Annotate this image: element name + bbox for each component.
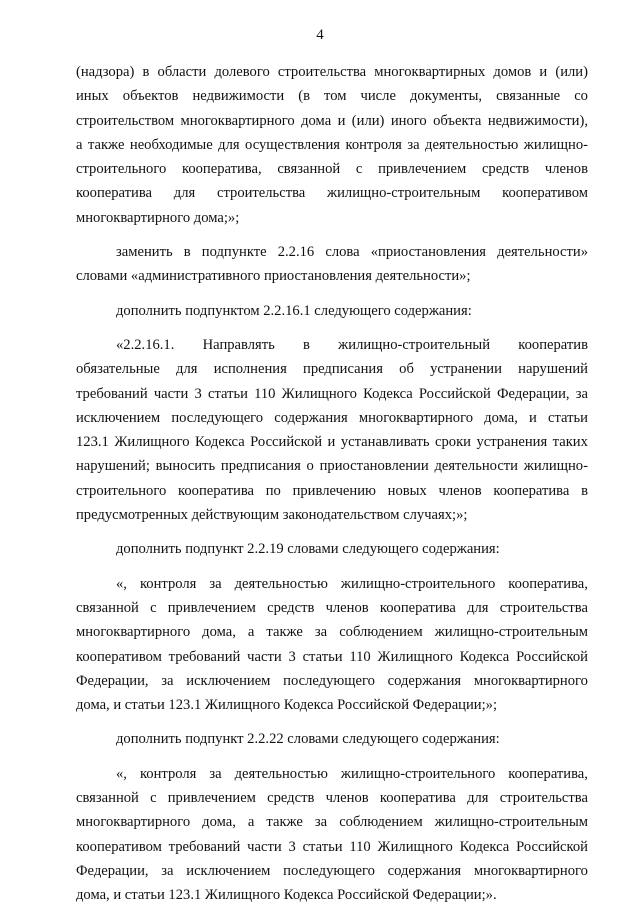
word: «,	[116, 765, 127, 782]
word: строительства	[499, 599, 588, 616]
word: 3	[288, 838, 296, 855]
word: «приостановления	[370, 244, 487, 261]
word: (или)	[555, 64, 588, 80]
word: за	[161, 862, 174, 879]
word: за	[161, 672, 174, 689]
word: 2.2.16	[277, 244, 315, 261]
word: дома,	[202, 814, 236, 831]
word: «,	[116, 575, 127, 592]
text-line	[76, 333, 588, 357]
word: долевого	[214, 64, 270, 80]
word: Кодекса	[459, 838, 510, 855]
word: предписания	[220, 458, 301, 475]
word: также	[266, 814, 303, 831]
paragraph	[76, 727, 588, 751]
text-line	[76, 859, 588, 883]
paragraph-spacer	[76, 562, 588, 572]
word: требований	[76, 385, 148, 402]
word: и	[337, 112, 346, 129]
word: а	[76, 136, 83, 153]
text-line: многоквартирного дома;»;	[76, 209, 240, 226]
word: жилищно-	[523, 136, 588, 153]
word: слова	[325, 244, 360, 261]
word: (или)	[351, 112, 385, 129]
word: привлечением	[167, 790, 256, 807]
word: выносить	[155, 458, 216, 475]
word: для	[467, 599, 489, 616]
word: последующего	[283, 672, 375, 689]
word: и	[539, 64, 548, 80]
word: контроля	[139, 765, 197, 782]
word: многоквартирного	[358, 409, 474, 426]
word: членов	[544, 161, 588, 178]
word: документы,	[409, 88, 483, 105]
word: строительства	[499, 790, 588, 807]
text-line	[76, 596, 588, 620]
word: многоквартирного	[180, 112, 295, 129]
word: по	[265, 482, 281, 499]
text-line	[76, 479, 588, 503]
text-line	[76, 240, 588, 264]
text-line: дома, и статьи 123.1 Жилищного Кодекса Российской Федерации;»;	[76, 697, 498, 714]
word: за	[314, 624, 328, 641]
paragraph	[76, 762, 588, 908]
word: части	[247, 838, 282, 855]
word: за	[314, 814, 328, 831]
word: (в	[298, 88, 310, 105]
word: домов	[493, 64, 532, 80]
word: недвижимости	[192, 88, 285, 105]
word: Жилищного	[281, 385, 357, 402]
paragraph	[76, 60, 588, 230]
word: связанной	[277, 161, 341, 178]
word: связанной	[76, 790, 139, 807]
text-line	[76, 669, 588, 693]
word: 123.1	[76, 434, 109, 451]
word: содержания	[387, 862, 462, 879]
text-line: дополнить подпункт 2.2.19 словами следующего содержания:	[116, 541, 500, 558]
word: жилищно-строительным	[434, 624, 588, 641]
text-line	[76, 181, 588, 205]
paragraph-spacer	[76, 527, 588, 537]
word: в	[183, 244, 191, 261]
word: Федерации,	[76, 672, 149, 689]
word: заменить	[116, 244, 173, 261]
word: нарушений;	[76, 458, 150, 475]
word: кооператива	[379, 790, 456, 807]
word: Российской	[516, 648, 588, 665]
word: строительного	[76, 482, 167, 499]
word: Российской	[250, 434, 323, 451]
word: в	[581, 482, 588, 499]
word: кооператива,	[181, 161, 262, 178]
word: многоквартирного	[473, 672, 588, 689]
word: статьи	[302, 838, 343, 855]
text-line: дополнить подпункт 2.2.22 словами следующего содержания:	[116, 731, 500, 748]
word: (надзора)	[76, 64, 135, 80]
word: также	[266, 624, 303, 641]
text-line	[76, 84, 588, 108]
word: за	[575, 385, 588, 402]
word: иного	[390, 112, 427, 129]
word: том	[324, 88, 347, 105]
word: Кодекса	[195, 434, 245, 451]
word: статьи	[207, 385, 248, 402]
word: привлечением	[378, 161, 467, 178]
word: соблюдением	[339, 624, 423, 641]
word: с	[355, 161, 363, 178]
text-line	[76, 60, 588, 84]
word: за	[209, 765, 222, 782]
text-line	[76, 406, 588, 430]
word: кооператива	[493, 482, 570, 499]
word: новых	[387, 482, 427, 499]
text-line	[76, 357, 588, 381]
word: членов	[325, 790, 369, 807]
word: для	[176, 361, 198, 378]
word: за	[209, 575, 222, 592]
word: содержания	[387, 672, 462, 689]
paragraph	[76, 537, 588, 561]
word: последующего	[283, 862, 375, 879]
word: Направлять	[202, 336, 275, 353]
word: кооператива,	[508, 575, 588, 592]
word: кооператива	[379, 599, 456, 616]
word: Жилищного	[114, 434, 190, 451]
word: деятельности	[434, 458, 518, 475]
text-line: словами «административного приостановления деятельности»;	[76, 268, 471, 285]
word: таких	[552, 434, 588, 451]
word: в	[303, 336, 310, 353]
word: Федерации,	[76, 862, 149, 879]
word: исключением	[186, 862, 271, 879]
word: деятельности»	[497, 244, 588, 261]
word: Жилищного	[377, 648, 453, 665]
word: числе	[360, 88, 396, 105]
word: дома,	[202, 624, 236, 641]
paragraph	[76, 572, 588, 718]
paragraph-spacer	[76, 323, 588, 333]
word: а	[247, 814, 255, 831]
word: статьи	[548, 409, 588, 426]
word: жилищно-строительным	[327, 185, 481, 202]
word: деятельностью	[234, 575, 328, 592]
word: многоквартирных	[374, 64, 486, 80]
word: 110	[349, 838, 371, 855]
word: исключением	[76, 409, 161, 426]
text-line	[76, 133, 588, 157]
word: связанной	[76, 599, 139, 616]
word: Кодекса	[459, 648, 510, 665]
text-line	[76, 382, 588, 406]
word: и	[327, 434, 336, 451]
word: об	[399, 361, 414, 378]
word: кооператива	[76, 185, 152, 202]
word: строительного	[76, 161, 167, 178]
word: последующего	[171, 409, 264, 426]
word: требований	[168, 648, 241, 665]
word: статьи	[302, 648, 343, 665]
word: многоквартирного	[76, 624, 191, 641]
text-line	[76, 572, 588, 596]
word: исполнения	[213, 361, 287, 378]
text-line: дома, и статьи 123.1 Жилищного Кодекса Российской Федерации;».	[76, 887, 497, 904]
text-line: дополнить подпунктом 2.2.16.1 следующего содержания:	[116, 302, 472, 319]
word: 110	[254, 385, 276, 402]
word: жилищно-строительного	[340, 575, 496, 592]
word: Федерации,	[497, 385, 570, 402]
text-line	[76, 810, 588, 834]
word: привлечением	[167, 599, 256, 616]
text-line	[76, 157, 588, 181]
word: 110	[349, 648, 371, 665]
word: а	[247, 624, 255, 641]
document-body	[76, 60, 588, 908]
word: осуществления	[245, 136, 341, 153]
paragraph	[76, 299, 588, 323]
word: для	[218, 136, 240, 153]
paragraph	[76, 333, 588, 527]
word: иных	[76, 88, 109, 105]
word: кооператив	[518, 336, 588, 353]
text-line: предусмотренных действующим законодательством случаях;»;	[76, 507, 468, 524]
word: необходимые	[129, 136, 213, 153]
text-line	[76, 430, 588, 454]
word: и	[529, 409, 537, 426]
word: жилищно-строительным	[434, 814, 588, 831]
text-line	[76, 454, 588, 478]
word: с	[150, 599, 157, 616]
word: за	[407, 136, 420, 153]
word: части	[247, 648, 282, 665]
word: строительством	[76, 112, 175, 129]
word: области	[157, 64, 207, 80]
word: сроки	[435, 434, 471, 451]
word: кооперативом	[502, 185, 588, 202]
word: кооператива,	[508, 765, 588, 782]
word: части	[153, 385, 189, 402]
word: недвижимости),	[487, 112, 588, 129]
word: дома	[301, 112, 332, 129]
text-line	[76, 109, 588, 133]
word: устранении	[430, 361, 502, 378]
paragraph	[76, 240, 588, 289]
word: средств	[267, 599, 315, 616]
word: объектов	[122, 88, 179, 105]
word: Российской	[516, 838, 588, 855]
word: объекта	[433, 112, 482, 129]
word: многоквартирного	[473, 862, 588, 879]
word: для	[173, 185, 196, 202]
word: жилищно-строительный	[338, 336, 491, 353]
word: обязательные	[76, 361, 160, 378]
word: Кодекса	[363, 385, 413, 402]
word: строительства	[277, 64, 367, 80]
word: 3	[194, 385, 202, 402]
word: средств	[481, 161, 530, 178]
word: требований	[168, 838, 241, 855]
word: деятельностью	[234, 765, 328, 782]
word: связанные	[496, 88, 561, 105]
word: Российской	[418, 385, 491, 402]
word: строительства	[216, 185, 306, 202]
word: также	[87, 136, 125, 153]
word: для	[467, 790, 489, 807]
text-line	[76, 645, 588, 669]
word: дома,	[484, 409, 518, 426]
word: устанавливать	[340, 434, 430, 451]
page-number: 4	[316, 27, 324, 43]
text-line	[76, 835, 588, 859]
text-line	[76, 620, 588, 644]
word: исключением	[186, 672, 271, 689]
word: подпункте	[201, 244, 267, 261]
word: приостановлении	[319, 458, 429, 475]
text-line	[76, 762, 588, 786]
word: членов	[325, 599, 369, 616]
word: содержания	[274, 409, 348, 426]
word: нарушений	[518, 361, 588, 378]
text-line	[76, 786, 588, 810]
word: 3	[288, 648, 296, 665]
word: контроля	[139, 575, 197, 592]
word: деятельностью	[425, 136, 519, 153]
paragraph-spacer	[76, 717, 588, 727]
word: многоквартирного	[76, 814, 191, 831]
word: предписания	[303, 361, 383, 378]
word: со	[574, 88, 588, 105]
word: кооперативом	[76, 838, 162, 855]
word: Жилищного	[377, 838, 453, 855]
word: в	[142, 64, 150, 80]
word: контроля	[345, 136, 402, 153]
word: устранения	[476, 434, 548, 451]
word: жилищно-строительного	[340, 765, 496, 782]
paragraph-spacer	[76, 289, 588, 299]
word: «2.2.16.1.	[116, 336, 175, 353]
paragraph-spacer	[76, 230, 588, 240]
word: кооператива	[178, 482, 254, 499]
word: о	[306, 458, 314, 475]
word: средств	[267, 790, 315, 807]
word: членов	[438, 482, 482, 499]
word: соблюдением	[339, 814, 423, 831]
word: кооперативом	[76, 648, 162, 665]
word: с	[150, 790, 157, 807]
paragraph-spacer	[76, 752, 588, 762]
word: привлечению	[292, 482, 376, 499]
word: жилищно-	[523, 458, 588, 475]
